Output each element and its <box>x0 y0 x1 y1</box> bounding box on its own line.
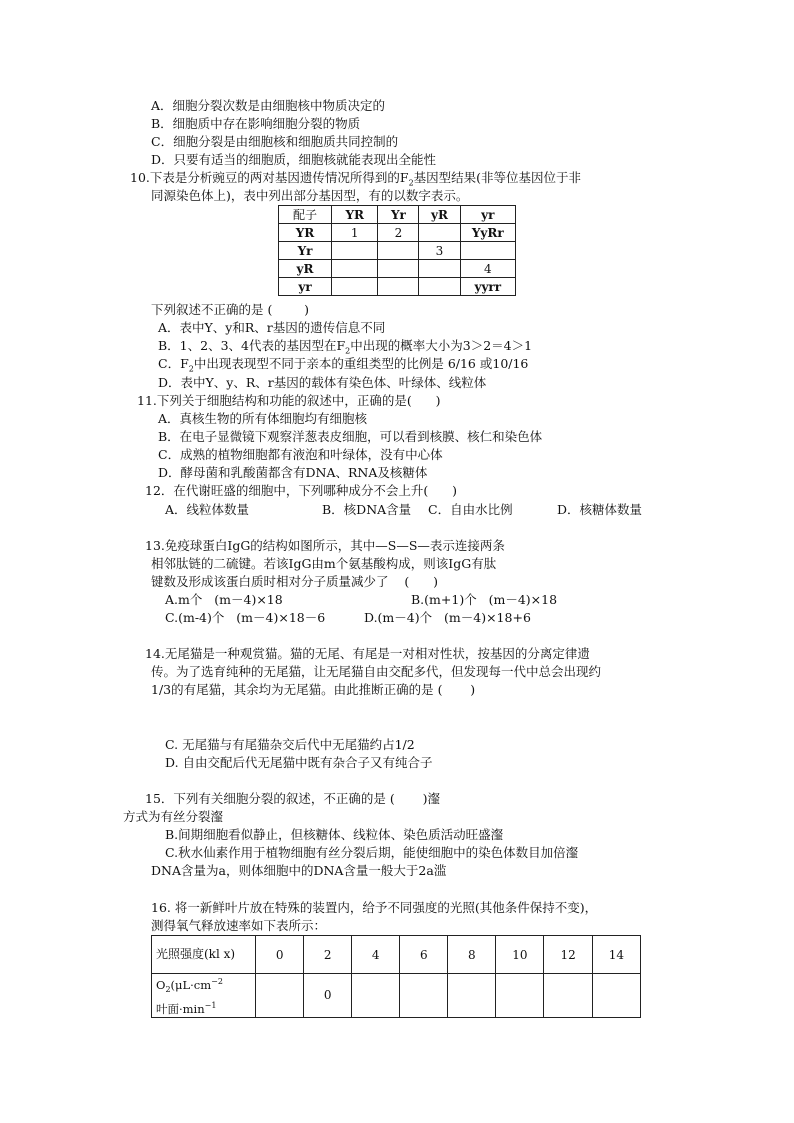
intensity-cell: 10 <box>496 936 544 974</box>
table-cell: YyRr <box>460 224 515 242</box>
q12-option-a: A．线粒体数量 <box>165 502 250 517</box>
q12-option-c: C．自由水比例 <box>428 502 513 517</box>
q15-stem: 15．下列有关细胞分裂的叙述，不正确的是 ( )瀣 <box>145 791 440 806</box>
table-row <box>279 224 516 242</box>
table-row <box>279 278 516 296</box>
q12-option-b: B．核DNA含量 <box>322 502 412 517</box>
q15-option-b: B.间期细胞看似静止，但核糖体、线粒体、染色质活动旺盛瀣 <box>165 827 504 842</box>
gamete-genotype-table <box>278 205 516 296</box>
q10-stem-line1: 10.下表是分析豌豆的两对基因遗传情况所得到的$F_2$基因型结果(非等位基因位于非 <box>130 170 582 188</box>
oxygen-rate-cell: 0 <box>304 974 352 1018</box>
table-cell <box>332 278 378 296</box>
q14-stem-line1: 14.无尾猫是一种观赏猫。猫的无尾、有尾是一对相对性状，按基因的分离定律遗 <box>145 646 590 661</box>
intensity-cell: 0 <box>256 936 304 974</box>
q13-stem-line3: 键数及形成该蛋白质时相对分子质量减少了 ( ) <box>151 574 438 589</box>
q14-stem-line2: 传。为了选育纯种的无尾猫，让无尾猫自由交配多代，但发现每一代中总会出现约 <box>151 664 602 679</box>
q9-option-d: D．只要有适当的细胞质，细胞核就能表现出全能性 <box>151 152 437 167</box>
q13-stem-line1: 13.免疫球蛋白ⅠgG的结构如图所示，其中—S—S—表示连接两条 <box>145 538 505 553</box>
intensity-cell: 2 <box>304 936 352 974</box>
q12-stem: 12．在代谢旺盛的细胞中，下列哪种成分不会上升( ) <box>145 483 458 498</box>
oxygen-rate-cell <box>592 974 640 1018</box>
table-cell <box>378 260 419 278</box>
light-intensity-table <box>151 935 641 1018</box>
q9-option-b: B．细胞质中存在影响细胞分裂的物质 <box>151 116 361 131</box>
table-header-cell: yR <box>419 206 460 224</box>
table-cell: yr <box>279 278 332 296</box>
q10-stem-line2: 同源染色体上)，表中列出部分基因型，有的以数字表示。 <box>151 188 469 203</box>
oxygen-rate-label: $O_2(\mu L\cdot cm^{-2}$ 叶面$\cdot\min^{-1}$ <box>152 974 256 1018</box>
table-row <box>279 260 516 278</box>
table-cell: 3 <box>419 242 460 260</box>
table-row <box>279 242 516 260</box>
q11-stem: 11.下列关于细胞结构和功能的叙述中，正确的是( ) <box>137 393 441 408</box>
q10-option-c: C．$F_2$中出现表现型不同于亲本的重组类型的比例是 6/16 或10/16 <box>158 356 529 374</box>
q11-option-d: D．酵母菌和乳酸菌都含有DNA、RNA及核糖体 <box>158 465 428 480</box>
table-header-cell: YR <box>332 206 378 224</box>
table-cell: yR <box>279 260 332 278</box>
oxygen-rate-cell <box>256 974 304 1018</box>
table-cell: 1 <box>332 224 378 242</box>
intensity-cell: 8 <box>448 936 496 974</box>
q16-stem-line1: 16. 将一新鲜叶片放在特殊的装置内，给予不同强度的光照(其他条件保持不变)， <box>151 900 598 915</box>
oxygen-rate-cell <box>544 974 592 1018</box>
table-cell: yyrr <box>460 278 515 296</box>
table-header-cell: Yr <box>378 206 419 224</box>
q10-prompt: 下列叙述不正确的是 ( ) <box>151 302 310 317</box>
table-header-cell: yr <box>460 206 515 224</box>
table-header-row <box>279 206 516 224</box>
oxygen-rate-cell <box>400 974 448 1018</box>
table-header-row <box>152 936 641 974</box>
intensity-cell: 6 <box>400 936 448 974</box>
q13-option-c: C.(m-4)个 (m－4)×18－6 <box>165 610 326 625</box>
intensity-cell: 4 <box>352 936 400 974</box>
table-cell <box>332 260 378 278</box>
table-cell <box>378 278 419 296</box>
q10-option-b: B．1、2、3、4代表的基因型在$F_2$中出现的概率大小为3＞2＝4＞1 <box>158 338 533 356</box>
q11-option-b: B．在电子显微镜下观察洋葱表皮细胞，可以看到核膜、核仁和染色体 <box>158 429 543 444</box>
table-cell <box>332 242 378 260</box>
oxygen-rate-cell <box>496 974 544 1018</box>
table-cell <box>419 260 460 278</box>
q12-option-d: D．核糖体数量 <box>557 502 643 517</box>
q9-option-c: C．细胞分裂是由细胞核和细胞质共同控制的 <box>151 134 399 149</box>
table-cell <box>419 224 460 242</box>
intensity-cell: 12 <box>544 936 592 974</box>
table-cell: 4 <box>460 260 515 278</box>
q16-stem-line2: 测得氧气释放速率如下表所示： <box>151 918 327 933</box>
q14-stem-line3: 1/3的有尾猫，其余均为无尾猫。由此推断正确的是 ( ) <box>151 682 476 697</box>
oxygen-rate-cell <box>448 974 496 1018</box>
q14-option-c: C. 无尾猫与有尾猫杂交后代中无尾猫约占1/2 <box>165 737 415 752</box>
q10-option-a: A．表中Y、y和R、r基因的遗传信息不同 <box>158 320 386 335</box>
table-cell: Yr <box>279 242 332 260</box>
table-cell: 2 <box>378 224 419 242</box>
q13-option-d: D.(m－4)个 (m－4)×18+6 <box>364 610 531 625</box>
q9-option-a: A．细胞分裂次数是由细胞核中物质决定的 <box>151 98 386 113</box>
table-cell <box>419 278 460 296</box>
table-cell <box>460 242 515 260</box>
intensity-cell: 14 <box>592 936 640 974</box>
table-row <box>152 974 641 1018</box>
oxygen-rate-cell <box>352 974 400 1018</box>
table-cell <box>378 242 419 260</box>
q14-option-d: D. 自由交配后代无尾猫中既有杂合子又有纯合子 <box>165 755 433 770</box>
light-intensity-label: 光照强度(kl x) <box>152 936 256 974</box>
q13-stem-line2: 相邻肽链的二硫键。若该ⅠgG由m个氨基酸构成，则该ⅠgG有肽 <box>151 556 497 571</box>
q11-option-a: A．真核生物的所有体细胞均有细胞核 <box>158 411 368 426</box>
table-cell: YR <box>279 224 332 242</box>
q15-option-c: C.秋水仙素作用于植物细胞有丝分裂后期，能使细胞中的染色体数目加倍瀣 <box>165 845 579 860</box>
q10-option-d: D．表中Y、y、R、r基因的载体有染色体、叶绿体、线粒体 <box>158 375 487 390</box>
q15-option-c-continued: DNA含量为a，则体细胞中的DNA含量一般大于2a滥 <box>151 863 447 878</box>
q15-stem-continued: 方式为有丝分裂瀣 <box>123 809 224 824</box>
q11-option-c: C．成熟的植物细胞都有液泡和叶绿体，没有中心体 <box>158 447 443 462</box>
table-header-cell: 配子 <box>279 206 332 224</box>
q13-option-b: B.(m+1)个 (m－4)×18 <box>411 592 558 607</box>
q13-option-a: A.m个 (m－4)×18 <box>165 592 283 607</box>
